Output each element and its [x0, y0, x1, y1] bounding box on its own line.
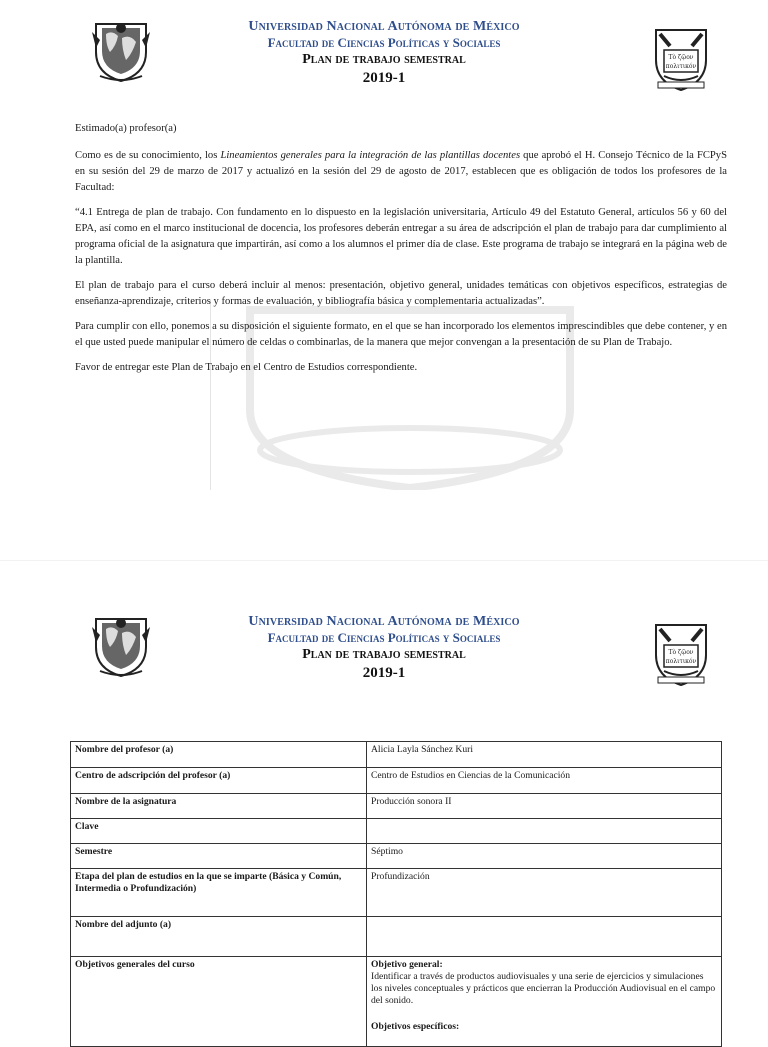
- row-value[interactable]: [367, 957, 722, 1047]
- table-row: [71, 794, 722, 819]
- university-name: Universidad Nacional Autónoma de México: [248, 614, 520, 629]
- svg-text:πολιτικόν: πολιτικόν: [665, 658, 697, 665]
- objective-specific-title: Objetivos específicos:: [371, 1021, 460, 1032]
- svg-text:Τὸ ζῷον: Τὸ ζῷον: [668, 54, 694, 61]
- objective-general-text: Identificar a través de productos audiovisuales y una serie de ejercicios y simulaciones los niveles conceptuales y prácticos que encierran la Producción Audiovisual en el campo del sonido.: [371, 971, 716, 1006]
- period: 2019-1: [362, 665, 406, 681]
- table-row: [71, 957, 722, 1047]
- table-row: [71, 844, 722, 869]
- row-value[interactable]: Profundización: [367, 869, 722, 917]
- row-value[interactable]: Centro de Estudios en Ciencias de la Comunicación: [367, 768, 722, 794]
- paragraph-1: Como es de su conocimiento, los Lineamientos generales para la integración de las plantillas docentes que aprobó el H. Consejo Técnico de la FCPyS en su sesión del 29 de marzo de 2017 y actualizó en la sesión del 29 de agosto de 2017, establecen que es obligación de todos los profesores de la Facultad:: [75, 150, 727, 193]
- row-label: Nombre de la asignatura: [71, 794, 367, 819]
- table-row: [71, 869, 722, 917]
- university-name: Universidad Nacional Autónoma de México: [248, 19, 520, 34]
- row-label: Nombre del adjunto (a): [71, 917, 367, 957]
- faculty-name: Facultad de Ciencias Políticas y Sociales: [267, 35, 501, 50]
- paragraph-5: Favor de entregar este Plan de Trabajo en el Centro de Estudios correspondiente.: [75, 362, 418, 373]
- objective-general-title: Objetivo general:: [371, 959, 443, 970]
- table-row: [71, 742, 722, 768]
- letter-body: [75, 121, 727, 385]
- paragraph-4: Para cumplir con ello, ponemos a su disposición el siguiente formato, en el que se han incorporado los elementos imprescindibles que debe contener, y en el que usted puede manipular el número de celdas o combinarlas, de la manera que mejor convengan a la presentación de su Plan de Trabajo.: [75, 321, 727, 348]
- period: 2019-1: [362, 70, 406, 86]
- row-value[interactable]: Producción sonora II: [367, 794, 722, 819]
- table-row: [71, 917, 722, 957]
- svg-text:πολιτικόν: πολιτικόν: [665, 63, 697, 70]
- document-header: [0, 19, 768, 87]
- greeting: Estimado(a) profesor(a): [75, 123, 177, 134]
- row-value[interactable]: Séptimo: [367, 844, 722, 869]
- paragraph-2: “4.1 Entrega de plan de trabajo. Con fundamento en lo dispuesto en la legislación universitaria, Artículo 49 del Estatuto General, artículos 56 y 60 del EPA, así como en el marco institucional de docencia, los profesores deberán entregar a su área de adscripción el plan de trabajo para dar cumplimiento al programa oficial de la asignatura que impartirán, así como a los alumnos el primer día de clase. Este programa de trabajo se integrará en la página web de la plantilla.: [75, 207, 727, 266]
- table-row: [71, 819, 722, 844]
- row-label: Nombre del profesor (a): [71, 742, 367, 768]
- svg-text:Τὸ ζῷον: Τὸ ζῷον: [668, 649, 694, 656]
- document-header: [0, 614, 768, 682]
- plan-title: Plan de trabajo semestral: [302, 647, 466, 662]
- row-label: Centro de adscripción del profesor (a): [71, 768, 367, 794]
- table-row: [71, 768, 722, 794]
- row-label: Clave: [71, 819, 367, 844]
- page-2: [0, 560, 768, 1032]
- row-label: Etapa del plan de estudios en la que se imparte (Básica y Común, Intermedia o Profundización): [71, 869, 367, 917]
- row-value[interactable]: Alicia Layla Sánchez Kuri: [367, 742, 722, 768]
- row-value[interactable]: [367, 819, 722, 844]
- plan-title: Plan de trabajo semestral: [302, 52, 466, 67]
- row-value[interactable]: [367, 917, 722, 957]
- row-label: Semestre: [71, 844, 367, 869]
- row-label: Objetivos generales del curso: [71, 957, 367, 1047]
- plan-table: [70, 741, 722, 1047]
- paragraph-3: El plan de trabajo para el curso deberá incluir al menos: presentación, objetivo general, unidades temáticas con objetivos específicos, estrategias de enseñanza-aprendizaje, criterios y formas de evaluación, y bibliografía básica y complementaria actualizadas”.: [75, 280, 727, 307]
- faculty-name: Facultad de Ciencias Políticas y Sociales: [267, 630, 501, 645]
